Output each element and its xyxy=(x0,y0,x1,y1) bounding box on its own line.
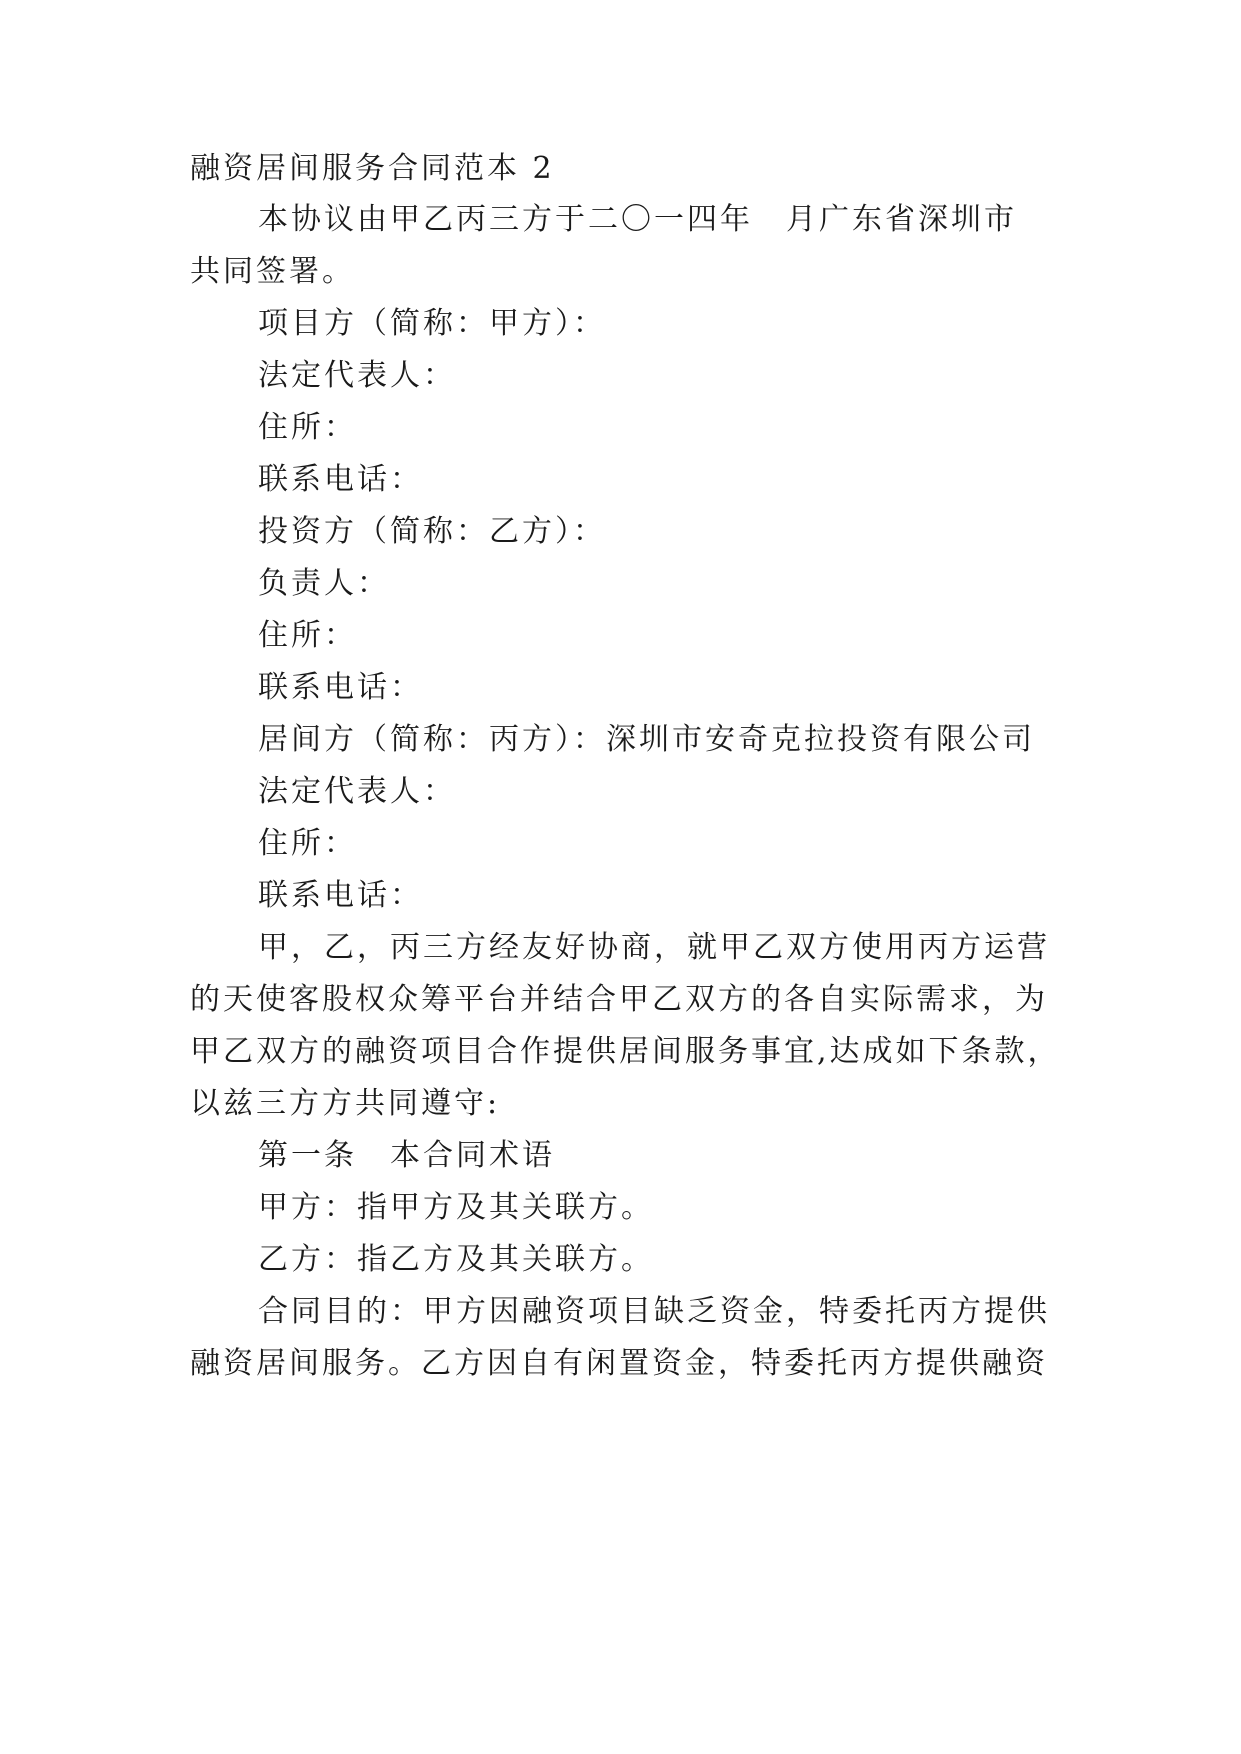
party-c-legal-rep: 法定代表人： xyxy=(258,774,456,809)
party-a-legal-rep: 法定代表人： xyxy=(258,358,456,393)
document-title: 融资居间服务合同范本 2 xyxy=(190,151,555,186)
party-b-phone: 联系电话： xyxy=(258,670,423,705)
preamble-line-4: 以兹三方方共同遵守: xyxy=(190,1086,501,1121)
preamble-line-2: 的天使客股权众筹平台并结合甲乙双方的各自实际需求，为 xyxy=(190,982,1048,1017)
party-b-heading: 投资方（简称：乙方）： xyxy=(258,514,606,549)
party-a-phone: 联系电话： xyxy=(258,462,423,497)
party-c-phone: 联系电话： xyxy=(258,878,423,913)
party-b-principal: 负责人： xyxy=(258,566,390,601)
article-1-definition-b: 乙方：指乙方及其关联方。 xyxy=(258,1242,654,1277)
party-c-heading: 居间方（简称：丙方）：深圳市安奇克拉投资有限公司 xyxy=(258,722,1035,757)
party-c-address: 住所： xyxy=(258,826,357,861)
article-1-heading: 第一条 本合同术语 xyxy=(258,1138,555,1173)
party-a-heading: 项目方（简称：甲方）： xyxy=(258,306,606,341)
party-a-address: 住所： xyxy=(258,410,357,445)
preamble-line-1: 甲，乙，丙三方经友好协商，就甲乙双方使用丙方运营 xyxy=(258,930,1050,965)
preamble-line-3: 甲乙双方的融资项目合作提供居间服务事宜,达成如下条款， xyxy=(190,1034,1061,1069)
article-1-purpose-line-1: 合同目的：甲方因融资项目缺乏资金，特委托丙方提供 xyxy=(258,1294,1050,1329)
article-1-purpose-line-2: 融资居间服务。乙方因自有闲置资金，特委托丙方提供融资 xyxy=(190,1346,1048,1381)
article-1-definition-a: 甲方：指甲方及其关联方。 xyxy=(258,1190,654,1225)
intro-line-2: 共同签署。 xyxy=(190,254,355,289)
intro-line-1: 本协议由甲乙丙三方于二〇一四年 月广东省深圳市 xyxy=(258,202,1017,237)
party-b-address: 住所： xyxy=(258,618,357,653)
